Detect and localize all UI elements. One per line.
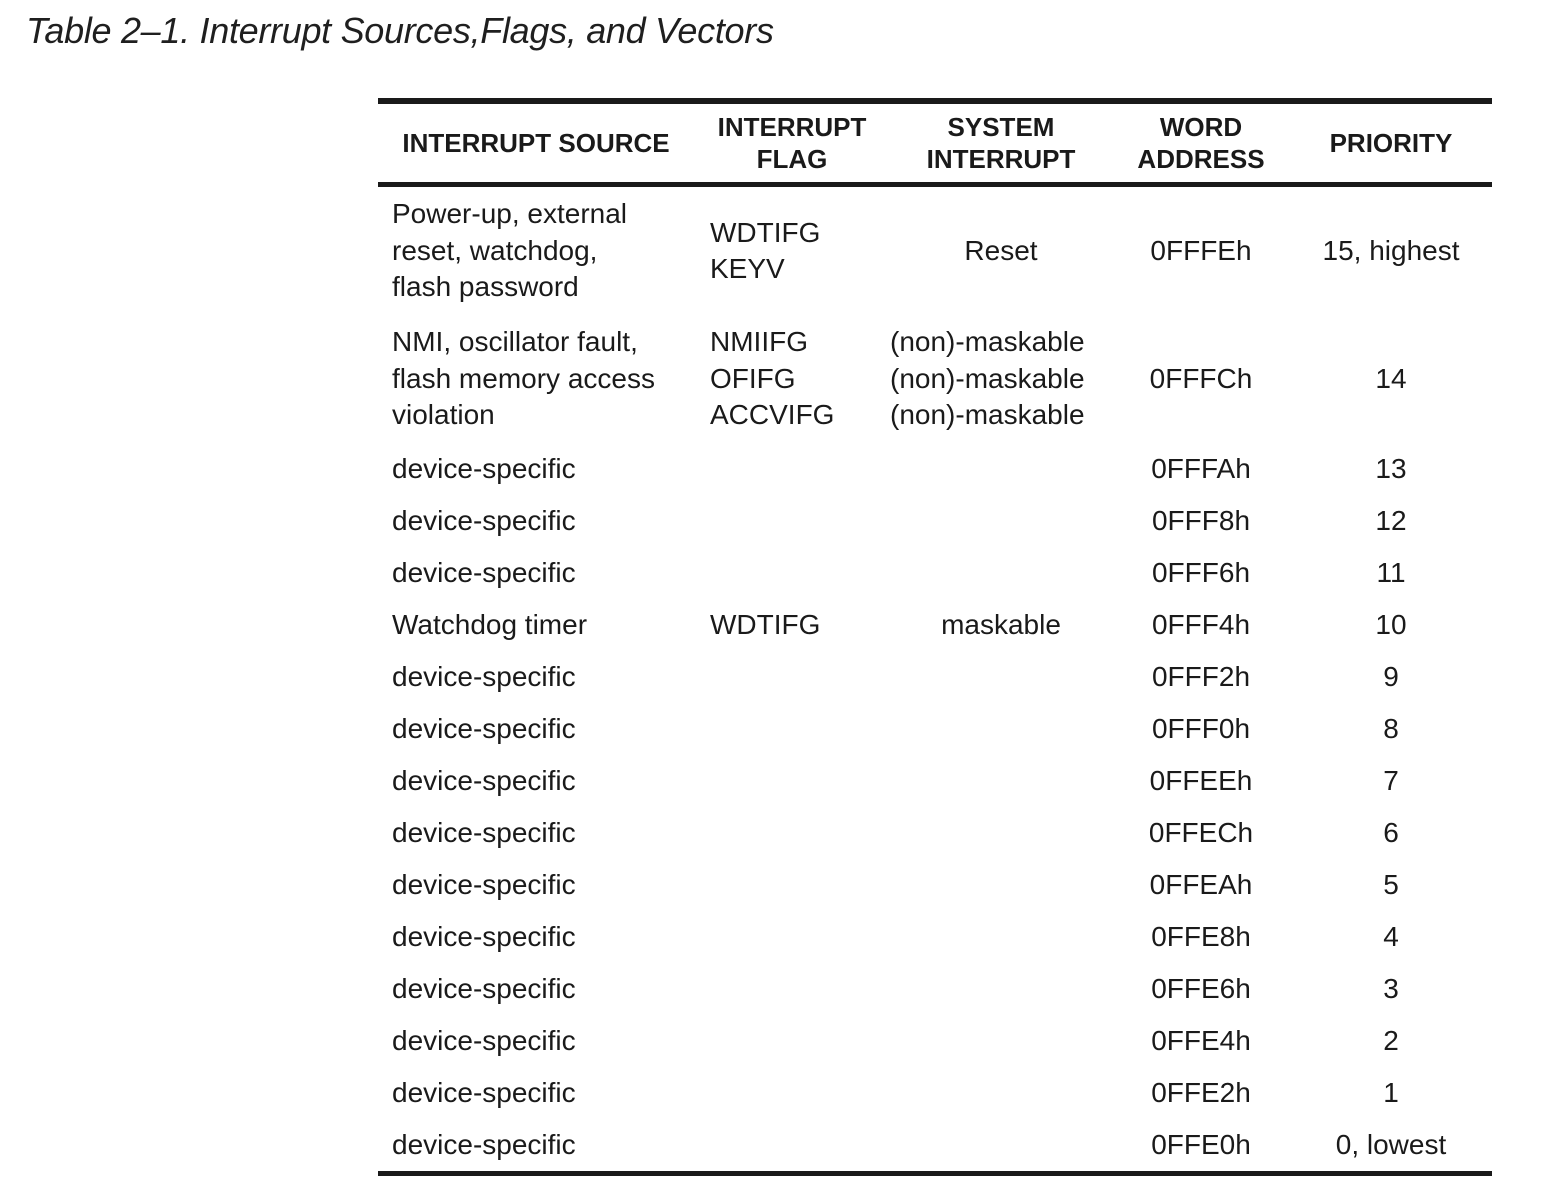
table-row	[378, 911, 1492, 963]
cell-word-address: 0FFE0h	[1151, 1128, 1251, 1160]
cell-word-address: 0FFF4h	[1151, 608, 1251, 640]
cell-system-interrupt: Reset	[964, 234, 1038, 266]
cell-word-address: 0FFFAh	[1151, 452, 1251, 484]
cell-priority: 5	[1383, 868, 1399, 900]
cell-interrupt-source: device-specific	[392, 1128, 576, 1160]
cell-priority: 6	[1383, 816, 1399, 848]
cell-priority: 10	[1375, 608, 1407, 640]
header-interrupt-flag: INTERRUPT FLAG	[717, 112, 867, 174]
cell-priority: 2	[1383, 1024, 1399, 1056]
cell-interrupt-source: device-specific	[392, 660, 576, 692]
table-row	[378, 1119, 1492, 1171]
cell-interrupt-source: device-specific	[392, 764, 576, 796]
cell-priority: 9	[1383, 660, 1399, 692]
table-row	[378, 495, 1492, 547]
cell-priority: 3	[1383, 972, 1399, 1004]
table-row	[378, 547, 1492, 599]
cell-interrupt-source: device-specific	[392, 1024, 576, 1056]
cell-interrupt-source: device-specific	[392, 504, 576, 536]
table-row	[378, 703, 1492, 755]
cell-priority: 13	[1375, 452, 1407, 484]
cell-word-address: 0FFE8h	[1151, 920, 1251, 952]
header-priority: PRIORITY	[1329, 128, 1453, 158]
cell-word-address: 0FFF8h	[1151, 504, 1251, 536]
table-bottom-rule	[378, 1171, 1492, 1176]
cell-priority: 15, highest	[1322, 234, 1460, 266]
table-row	[378, 651, 1492, 703]
table-row	[378, 187, 1492, 315]
cell-interrupt-flag: NMIIFG OFIFG ACCVIFG	[710, 326, 835, 431]
header-system-interrupt: SYSTEM INTERRUPT	[926, 112, 1076, 174]
cell-priority: 0, lowest	[1335, 1128, 1447, 1160]
header-word-address: WORD ADDRESS	[1137, 112, 1265, 174]
cell-interrupt-source: device-specific	[392, 712, 576, 744]
cell-word-address: 0FFFCh	[1149, 362, 1253, 394]
cell-interrupt-flag: WDTIFG KEYV	[710, 216, 821, 284]
table-header	[378, 104, 1492, 182]
cell-word-address: 0FFE2h	[1151, 1076, 1251, 1108]
cell-priority: 4	[1383, 920, 1399, 952]
table-row	[378, 963, 1492, 1015]
cell-word-address: 0FFF2h	[1151, 660, 1251, 692]
cell-interrupt-source: NMI, oscillator fault, flash memory access violation	[392, 326, 655, 431]
cell-priority: 11	[1376, 556, 1406, 588]
cell-interrupt-source: device-specific	[392, 972, 576, 1004]
cell-priority: 12	[1375, 504, 1407, 536]
table-row	[378, 807, 1492, 859]
cell-interrupt-source: Power-up, external reset, watchdog, flash password	[392, 198, 628, 303]
cell-interrupt-source: Watchdog timer	[392, 608, 588, 640]
cell-interrupt-source: device-specific	[392, 868, 576, 900]
header-interrupt-source: INTERRUPT SOURCE	[402, 128, 670, 158]
cell-priority: 7	[1383, 764, 1399, 796]
cell-word-address: 0FFECh	[1148, 816, 1254, 848]
cell-priority: 1	[1383, 1076, 1399, 1108]
cell-interrupt-source: device-specific	[392, 452, 576, 484]
interrupt-table	[378, 98, 1492, 1176]
cell-priority: 8	[1383, 712, 1399, 744]
table-row	[378, 859, 1492, 911]
cell-word-address: 0FFE4h	[1151, 1024, 1251, 1056]
table-row	[378, 315, 1492, 443]
cell-word-address: 0FFEAh	[1149, 868, 1253, 900]
table-caption: Table 2–1. Interrupt Sources,Flags, and Vectors	[26, 10, 774, 51]
cell-interrupt-source: device-specific	[392, 556, 576, 588]
cell-word-address: 0FFF6h	[1151, 556, 1251, 588]
cell-interrupt-source: device-specific	[392, 920, 576, 952]
cell-word-address: 0FFFEh	[1150, 234, 1252, 266]
table-row	[378, 599, 1492, 651]
table-row	[378, 755, 1492, 807]
cell-word-address: 0FFEEh	[1149, 764, 1253, 796]
cell-system-interrupt: maskable	[941, 608, 1061, 640]
cell-interrupt-source: device-specific	[392, 1076, 576, 1108]
cell-priority: 14	[1375, 362, 1407, 394]
cell-word-address: 0FFF0h	[1151, 712, 1251, 744]
table-body	[378, 187, 1492, 1171]
table-row	[378, 1015, 1492, 1067]
table-row	[378, 1067, 1492, 1119]
table-row	[378, 443, 1492, 495]
cell-interrupt-source: device-specific	[392, 816, 576, 848]
cell-word-address: 0FFE6h	[1151, 972, 1251, 1004]
cell-interrupt-flag: WDTIFG	[710, 608, 821, 640]
cell-system-interrupt: (non)-maskable (non)-maskable (non)-maskable	[890, 326, 1085, 431]
